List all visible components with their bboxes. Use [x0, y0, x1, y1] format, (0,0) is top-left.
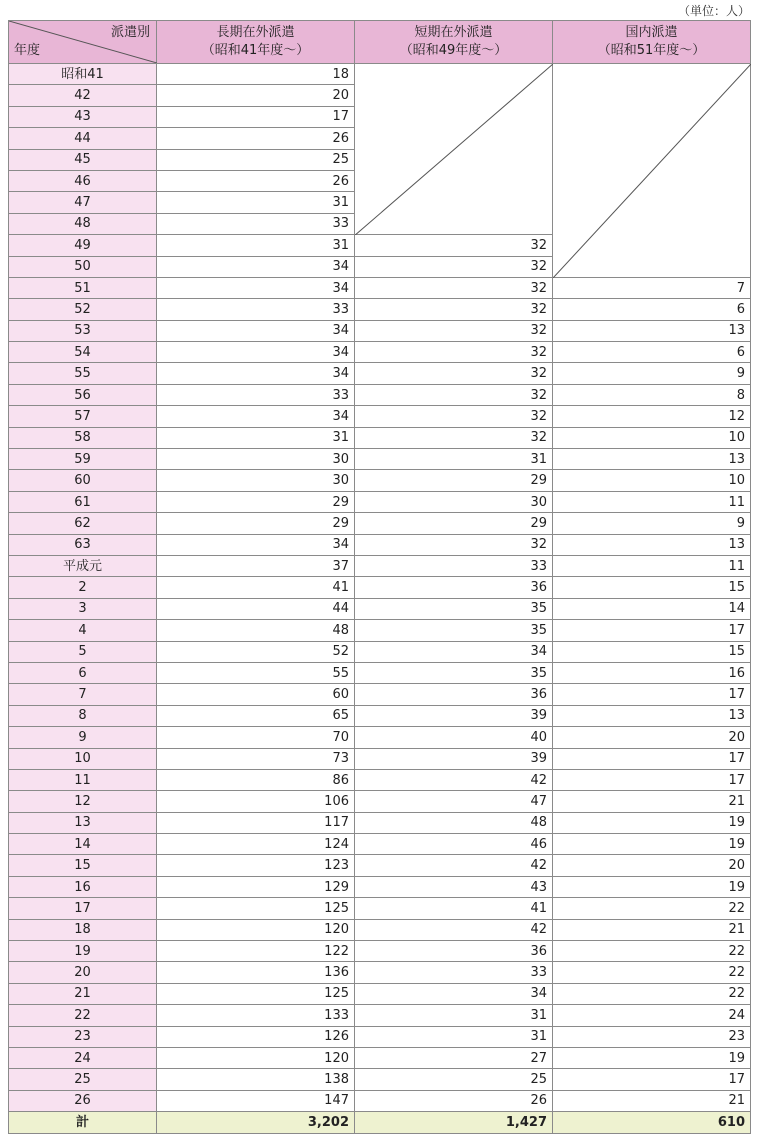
short-term-cell: 31 — [355, 1005, 553, 1026]
short-term-cell: 35 — [355, 598, 553, 619]
domestic-cell: 7 — [553, 277, 751, 298]
year-cell: 13 — [9, 812, 157, 833]
long-term-cell: 29 — [157, 513, 355, 534]
table-row — [9, 941, 751, 962]
long-term-cell: 48 — [157, 620, 355, 641]
header-short-term-title: 短期在外派遣 — [414, 25, 493, 40]
header-short-term-since: （昭和49年度～） — [399, 43, 508, 58]
long-term-cell: 31 — [157, 235, 355, 256]
header-long-term — [157, 21, 355, 64]
long-term-cell: 31 — [157, 192, 355, 213]
domestic-cell: 14 — [553, 598, 751, 619]
header-long-term-since: （昭和41年度～） — [201, 43, 310, 58]
table-row — [9, 1005, 751, 1026]
domestic-cell: 22 — [553, 941, 751, 962]
short-term-cell: 32 — [355, 384, 553, 405]
short-term-cell: 32 — [355, 320, 553, 341]
long-term-cell: 129 — [157, 876, 355, 897]
table-row — [9, 983, 751, 1004]
year-cell: 14 — [9, 834, 157, 855]
table-row — [9, 1026, 751, 1047]
short-term-cell: 43 — [355, 876, 553, 897]
table-row — [9, 384, 751, 405]
total-short-term: 1,427 — [355, 1112, 553, 1134]
long-term-cell: 70 — [157, 727, 355, 748]
long-term-cell: 34 — [157, 277, 355, 298]
short-term-not-applicable-cell — [355, 64, 553, 235]
year-cell: 19 — [9, 941, 157, 962]
table-row — [9, 342, 751, 363]
year-cell: 58 — [9, 427, 157, 448]
domestic-cell: 20 — [553, 855, 751, 876]
year-cell: 47 — [9, 192, 157, 213]
domestic-cell: 20 — [553, 727, 751, 748]
short-term-cell: 36 — [355, 684, 553, 705]
short-term-cell: 42 — [355, 919, 553, 940]
table-row — [9, 662, 751, 683]
short-term-cell: 39 — [355, 748, 553, 769]
long-term-cell: 136 — [157, 962, 355, 983]
year-cell: 11 — [9, 769, 157, 790]
domestic-cell: 19 — [553, 1047, 751, 1068]
domestic-cell: 23 — [553, 1026, 751, 1047]
domestic-cell: 11 — [553, 491, 751, 512]
header-long-term-title: 長期在外派遣 — [216, 25, 295, 40]
long-term-cell: 106 — [157, 791, 355, 812]
domestic-cell: 10 — [553, 470, 751, 491]
short-term-cell: 32 — [355, 277, 553, 298]
year-cell: 平成元 — [9, 555, 157, 576]
table-row — [9, 470, 751, 491]
table-row — [9, 684, 751, 705]
short-term-cell: 27 — [355, 1047, 553, 1068]
long-term-cell: 37 — [157, 555, 355, 576]
short-term-cell: 29 — [355, 513, 553, 534]
table-row — [9, 577, 751, 598]
long-term-cell: 73 — [157, 748, 355, 769]
short-term-cell: 34 — [355, 641, 553, 662]
year-cell: 18 — [9, 919, 157, 940]
corner-dispatch-type-label: 派遣別 — [110, 25, 150, 40]
domestic-cell: 17 — [553, 769, 751, 790]
corner-year-label: 年度 — [14, 43, 41, 58]
year-cell: 17 — [9, 898, 157, 919]
table-row — [9, 491, 751, 512]
short-term-cell: 42 — [355, 855, 553, 876]
short-term-cell: 32 — [355, 363, 553, 384]
short-term-cell: 33 — [355, 555, 553, 576]
year-cell: 53 — [9, 320, 157, 341]
year-cell: 46 — [9, 170, 157, 191]
domestic-cell: 13 — [553, 705, 751, 726]
long-term-cell: 147 — [157, 1090, 355, 1111]
table-row — [9, 598, 751, 619]
year-cell: 50 — [9, 256, 157, 277]
year-cell: 12 — [9, 791, 157, 812]
long-term-cell: 33 — [157, 384, 355, 405]
corner-header-cell — [9, 21, 157, 64]
header-short-term — [355, 21, 553, 64]
short-term-cell: 48 — [355, 812, 553, 833]
year-cell: 15 — [9, 855, 157, 876]
year-cell: 49 — [9, 235, 157, 256]
long-term-cell: 18 — [157, 64, 355, 85]
short-term-cell: 30 — [355, 491, 553, 512]
long-term-cell: 34 — [157, 342, 355, 363]
domestic-cell: 17 — [553, 684, 751, 705]
table-row — [9, 406, 751, 427]
short-term-cell: 32 — [355, 534, 553, 555]
domestic-cell: 6 — [553, 342, 751, 363]
domestic-cell: 19 — [553, 834, 751, 855]
long-term-cell: 30 — [157, 449, 355, 470]
long-term-cell: 33 — [157, 299, 355, 320]
year-cell: 54 — [9, 342, 157, 363]
year-cell: 57 — [9, 406, 157, 427]
short-term-cell: 47 — [355, 791, 553, 812]
year-cell: 7 — [9, 684, 157, 705]
total-row — [9, 1112, 751, 1134]
short-term-cell: 32 — [355, 256, 553, 277]
short-term-cell: 32 — [355, 427, 553, 448]
year-cell: 22 — [9, 1005, 157, 1026]
short-term-cell: 26 — [355, 1090, 553, 1111]
long-term-cell: 65 — [157, 705, 355, 726]
long-term-cell: 33 — [157, 213, 355, 234]
header-domestic-since: （昭和51年度～） — [597, 43, 706, 58]
long-term-cell: 34 — [157, 534, 355, 555]
year-cell: 42 — [9, 85, 157, 106]
table-row — [9, 513, 751, 534]
short-term-cell: 29 — [355, 470, 553, 491]
long-term-cell: 55 — [157, 662, 355, 683]
long-term-cell: 52 — [157, 641, 355, 662]
long-term-cell: 29 — [157, 491, 355, 512]
table-row — [9, 1069, 751, 1090]
short-term-cell: 31 — [355, 449, 553, 470]
year-cell: 56 — [9, 384, 157, 405]
domestic-cell: 10 — [553, 427, 751, 448]
domestic-cell: 22 — [553, 962, 751, 983]
year-cell: 5 — [9, 641, 157, 662]
short-term-cell: 39 — [355, 705, 553, 726]
long-term-cell: 25 — [157, 149, 355, 170]
year-cell: 2 — [9, 577, 157, 598]
table-row — [9, 641, 751, 662]
long-term-cell: 17 — [157, 106, 355, 127]
table-row — [9, 791, 751, 812]
table-row — [9, 64, 751, 85]
year-cell: 60 — [9, 470, 157, 491]
long-term-cell: 31 — [157, 427, 355, 448]
year-cell: 6 — [9, 662, 157, 683]
year-cell: 3 — [9, 598, 157, 619]
long-term-cell: 30 — [157, 470, 355, 491]
table-body — [9, 64, 751, 1112]
domestic-cell: 12 — [553, 406, 751, 427]
table-row — [9, 320, 751, 341]
short-term-cell: 41 — [355, 898, 553, 919]
domestic-cell: 24 — [553, 1005, 751, 1026]
domestic-cell: 19 — [553, 876, 751, 897]
long-term-cell: 34 — [157, 406, 355, 427]
domestic-cell: 13 — [553, 534, 751, 555]
year-cell: 16 — [9, 876, 157, 897]
long-term-cell: 123 — [157, 855, 355, 876]
year-cell: 24 — [9, 1047, 157, 1068]
short-term-cell: 34 — [355, 983, 553, 1004]
year-cell: 43 — [9, 106, 157, 127]
long-term-cell: 124 — [157, 834, 355, 855]
domestic-not-applicable-cell — [553, 64, 751, 278]
year-cell: 59 — [9, 449, 157, 470]
table-row — [9, 363, 751, 384]
domestic-cell: 17 — [553, 1069, 751, 1090]
year-cell: 52 — [9, 299, 157, 320]
total-label: 計 — [9, 1112, 157, 1134]
short-term-cell: 32 — [355, 235, 553, 256]
short-term-cell: 36 — [355, 577, 553, 598]
table-row — [9, 1047, 751, 1068]
domestic-cell: 9 — [553, 363, 751, 384]
domestic-cell: 17 — [553, 620, 751, 641]
domestic-cell: 17 — [553, 748, 751, 769]
long-term-cell: 126 — [157, 1026, 355, 1047]
table-row — [9, 427, 751, 448]
year-cell: 48 — [9, 213, 157, 234]
year-cell: 61 — [9, 491, 157, 512]
table-row — [9, 534, 751, 555]
long-term-cell: 138 — [157, 1069, 355, 1090]
table-row — [9, 876, 751, 897]
long-term-cell: 26 — [157, 128, 355, 149]
long-term-cell: 122 — [157, 941, 355, 962]
header-row — [9, 21, 751, 64]
table-row — [9, 855, 751, 876]
year-cell: 51 — [9, 277, 157, 298]
total-long-term: 3,202 — [157, 1112, 355, 1134]
table-row — [9, 898, 751, 919]
short-term-cell: 35 — [355, 662, 553, 683]
domestic-cell: 19 — [553, 812, 751, 833]
table-row — [9, 834, 751, 855]
year-cell: 昭和41 — [9, 64, 157, 85]
domestic-cell: 22 — [553, 898, 751, 919]
table-row — [9, 1090, 751, 1111]
table-row — [9, 919, 751, 940]
header-domestic — [553, 21, 751, 64]
domestic-cell: 15 — [553, 577, 751, 598]
table-row — [9, 277, 751, 298]
dispatch-table — [8, 20, 751, 1134]
short-term-cell: 25 — [355, 1069, 553, 1090]
domestic-cell: 16 — [553, 662, 751, 683]
short-term-cell: 35 — [355, 620, 553, 641]
table-row — [9, 812, 751, 833]
domestic-cell: 21 — [553, 1090, 751, 1111]
year-cell: 25 — [9, 1069, 157, 1090]
long-term-cell: 41 — [157, 577, 355, 598]
domestic-cell: 15 — [553, 641, 751, 662]
table-row — [9, 555, 751, 576]
short-term-cell: 31 — [355, 1026, 553, 1047]
year-cell: 21 — [9, 983, 157, 1004]
table-row — [9, 769, 751, 790]
domestic-cell: 6 — [553, 299, 751, 320]
table-row — [9, 299, 751, 320]
domestic-cell: 11 — [553, 555, 751, 576]
long-term-cell: 125 — [157, 983, 355, 1004]
domestic-cell: 21 — [553, 919, 751, 940]
long-term-cell: 125 — [157, 898, 355, 919]
long-term-cell: 34 — [157, 363, 355, 384]
table-row — [9, 620, 751, 641]
short-term-cell: 32 — [355, 299, 553, 320]
year-cell: 8 — [9, 705, 157, 726]
short-term-cell: 42 — [355, 769, 553, 790]
long-term-cell: 60 — [157, 684, 355, 705]
year-cell: 45 — [9, 149, 157, 170]
domestic-cell: 22 — [553, 983, 751, 1004]
short-term-cell: 40 — [355, 727, 553, 748]
year-cell: 9 — [9, 727, 157, 748]
year-cell: 63 — [9, 534, 157, 555]
year-cell: 55 — [9, 363, 157, 384]
year-cell: 23 — [9, 1026, 157, 1047]
short-term-cell: 32 — [355, 406, 553, 427]
long-term-cell: 34 — [157, 256, 355, 277]
table-row — [9, 705, 751, 726]
long-term-cell: 86 — [157, 769, 355, 790]
domestic-cell: 13 — [553, 320, 751, 341]
year-cell: 4 — [9, 620, 157, 641]
long-term-cell: 34 — [157, 320, 355, 341]
long-term-cell: 117 — [157, 812, 355, 833]
year-cell: 62 — [9, 513, 157, 534]
domestic-cell: 9 — [553, 513, 751, 534]
domestic-cell: 21 — [553, 791, 751, 812]
header-domestic-title: 国内派遣 — [625, 25, 678, 40]
domestic-cell: 8 — [553, 384, 751, 405]
year-cell: 10 — [9, 748, 157, 769]
domestic-cell: 13 — [553, 449, 751, 470]
short-term-cell: 32 — [355, 342, 553, 363]
long-term-cell: 120 — [157, 1047, 355, 1068]
long-term-cell: 133 — [157, 1005, 355, 1026]
long-term-cell: 44 — [157, 598, 355, 619]
unit-label: （単位：人） — [677, 4, 750, 18]
short-term-cell: 46 — [355, 834, 553, 855]
short-term-cell: 33 — [355, 962, 553, 983]
year-cell: 20 — [9, 962, 157, 983]
short-term-cell: 36 — [355, 941, 553, 962]
not-applicable-diagonal — [553, 64, 751, 278]
not-applicable-diagonal — [355, 64, 553, 235]
total-domestic: 610 — [553, 1112, 751, 1134]
year-cell: 26 — [9, 1090, 157, 1111]
table-row — [9, 748, 751, 769]
long-term-cell: 20 — [157, 85, 355, 106]
year-cell: 44 — [9, 128, 157, 149]
long-term-cell: 26 — [157, 170, 355, 191]
table-row — [9, 962, 751, 983]
long-term-cell: 120 — [157, 919, 355, 940]
table-row — [9, 727, 751, 748]
table-row — [9, 449, 751, 470]
